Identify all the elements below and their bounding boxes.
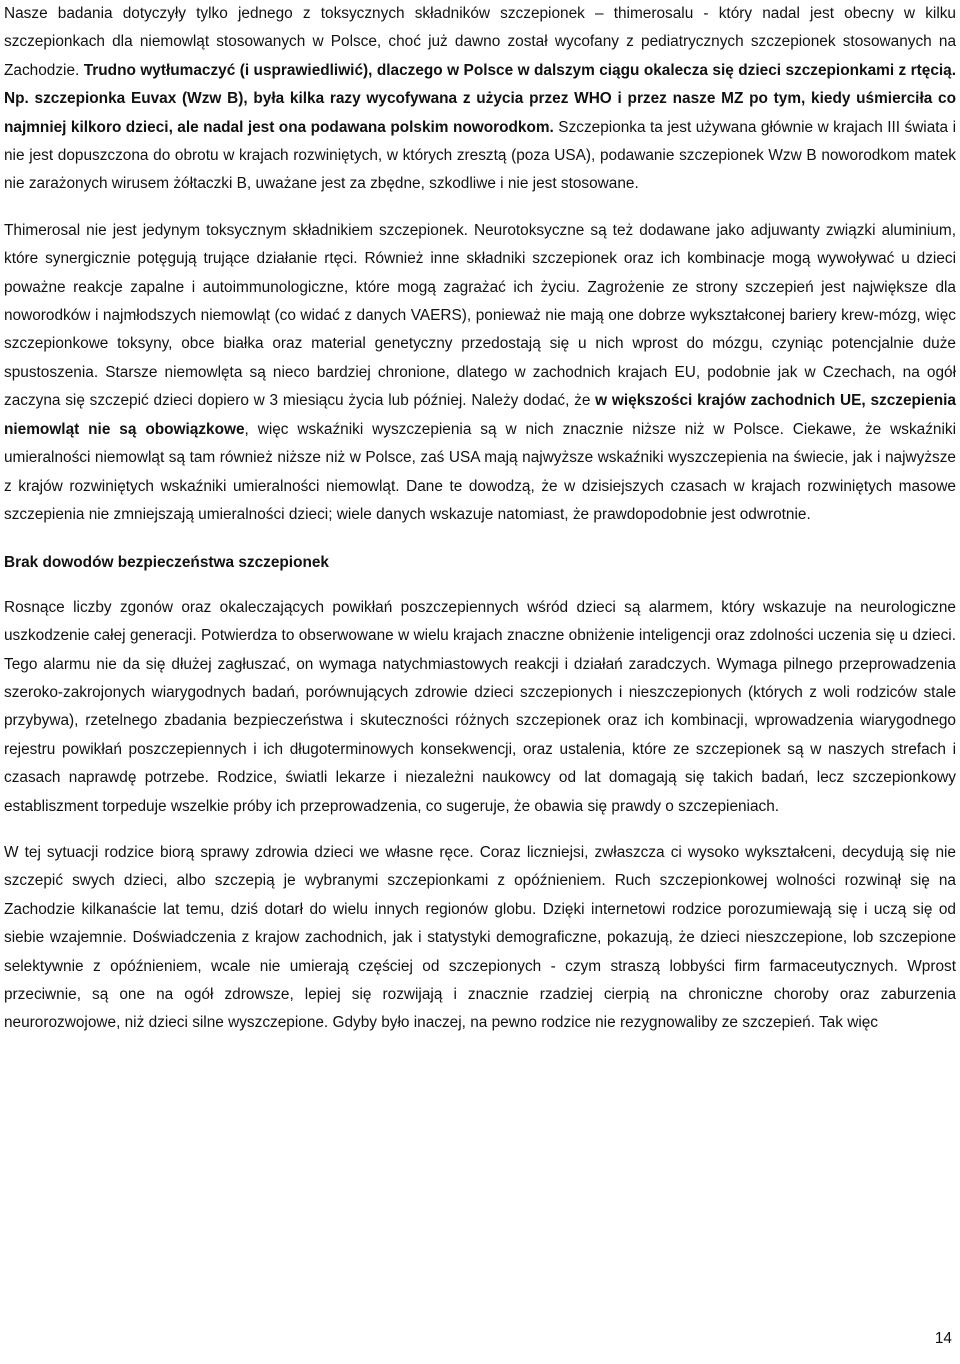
- page-number: 14: [934, 1330, 952, 1347]
- paragraph-bold-text: Trudno wytłumaczyć (i usprawiedliwić), dlaczego w Polsce w dalszym ciągu okalecza się dzieci szczepionkami z rtęcią. Np. szczepionka Euvax (Wzw B), była kilka razy wycofywana z użycia przez WHO i przez nasze MZ po tym, kiedy uśmierciła co najmniej kilkoro dzieci, ale nadal jest ona podawana polskim noworodkom.: [4, 61, 957, 136]
- paragraph-text: , więc wskaźniki wyszczepienia są w nich znacznie niższe niż w Polsce. Ciekawe, że wskaźniki umieralności niemowląt są tam również niższe niż w Polsce, zaś USA mają najwyższe wskaźniki wyszczepienia na świecie, jak i najwyższe z krajów rozwiniętych wskaźniki umieralności niemowląt. Dane te dowodzą, że w dzisiejszych czasach w krajach rozwiniętych masowe szczepienia nie zmniejszają umieralności dzieci; wiele danych wskazuje natomiast, że prawdopodobnie jest odwrotnie.: [4, 420, 956, 523]
- paragraph-text: Szczepionka ta jest używana głównie w krajach III świata i nie jest dopuszczona do obrotu w krajach rozwiniętych, w których zresztą (poza USA), podawanie szczepionek Wzw B noworodkom matek nie zarażonych wirusem żółtaczki B, uważane jest za zbędne, szkodliwe i nie jest stosowane.: [4, 118, 956, 193]
- paragraph-bold-text: w większości krajów zachodnich UE, szczepienia niemowląt nie są obowiązkowe: [4, 392, 956, 438]
- section-heading: Brak dowodów bezpieczeństwa szczepionek: [4, 554, 329, 572]
- paragraph-parents-decide: W tej sytuacji rodzice biorą sprawy zdrowia dzieci we własne ręce. Coraz liczniejsi, zwłaszcza ci wysoko wykształceni, decydują się nie szczepić swych dzieci, albo szczepią je wybranymi szczepionkami z opóźnieniem. Ruch szczepionkowej wolności rozwinął się na Zachodzie kilkanaście lat temu, dziś dotarł do wielu innych regionów globu. Dzięki internetowi rodzice porozumiewają się i uczą się od siebie wzajemnie. Doświadczenia z krajow zachodnich, jak i statystyki demograficzne, pokazują, że dzieci nieszczepione, lob szczepione selektywnie z opóźnieniem, wcale nie umierają częściej od szczepionych - czym straszą lobbyści firm farmaceutycznych. Wprost przeciwnie, są one na ogół zdrowsze, lepiej się rozwijają i znacznie rzadziej cierpią na chroniczne choroby oraz zaburzenia neurorozwojowe, niż dzieci silne wyszczepione. Gdyby było inaczej, na pewno rodzice nie rezygnowaliby ze szczepień. Tak więc: [4, 843, 956, 1032]
- paragraph-text: Thimerosal nie jest jedynym toksycznym składnikiem szczepionek. Neurotoksyczne są też dodawane jako adjuwanty związki aluminium, które synergicznie potęgują trujące działanie rtęci. Również inne składniki szczepionek oraz ich kombinacje mogą wywoływać u dzieci poważne reakcje zapalne i autoimmunologiczne, które mogą zagrażać ich życiu. Zagrożenie ze strony szczepień jest największe dla noworodków i najmłodszych niemowląt (co widać z danych VAERS), ponieważ nie mają one dobrze wykształconej bariery krew-mózg, więc szczepionkowe toksyny, obce białka oraz material genetyczny przedostają się u nich wprost do mózgu, czyniąc potencjalnie duże spustoszenia. Starsze niemowlęta są nieco bardziej chronione, dlatego w zachodnich krajach EU, podobnie jak w Czechach, na ogół zaczyna się szczepić dzieci dopiero w 3 miesiącu życia lub później. Należy dodać, że: [4, 221, 956, 410]
- paragraph-text: Nasze badania dotyczyły tylko jednego z toksycznych składników szczepionek – thimerosalu - który nadal jest obecny w kilku szczepionkach dla niemowląt stosowanych w Polsce, choć już dawno został wycofany z pediatrycznych szczepionek stosowanych na Zachodzie.: [4, 5, 956, 79]
- document-page: [4, 0, 956, 1364]
- paragraph-thimerosal-poland: [4, 0, 956, 199]
- paragraph-lack-of-evidence: Rosnące liczby zgonów oraz okaleczających powikłań poszczepiennych wśród dzieci są alarmem, który wskazuje na neurologiczne uszkodzenie całej generacji. Potwierdza to obserwowane w wielu krajach znaczne obniżenie inteligencji oraz zdolności uczenia się u dzieci. Tego alarmu nie da się dłużej zagłuszać, on wymaga natychmiastowych reakcji i działań zaradczych. Wymaga pilnego przeprowadzenia szeroko-zakrojonych wiarygodnych badań, porównujących zdrowie dzieci szczepionych i nieszczepionych (których z woli rodziców stale przybywa), rzetelnego zbadania bezpieczeństwa i skuteczności różnych szczepionek oraz ich kombinacji, wprowadzenia wiarygodnego rejestru powikłań poszczepiennych i ich długoterminowych konsekwencji, oraz ustalenia, które ze szczepionek są w naszych strefach i czasach naprawdę potrzebe. Rodzice, światli lekarze i niezależni naukowcy od lat domagają się takich badań, lecz szczepionkowy establiszment torpeduje wszelkie próby ich przeprowadzenia, co sugeruje, że obawia się prawdy o szczepieniach.: [4, 598, 956, 815]
- paragraph-toxic-ingredients: [4, 217, 956, 529]
